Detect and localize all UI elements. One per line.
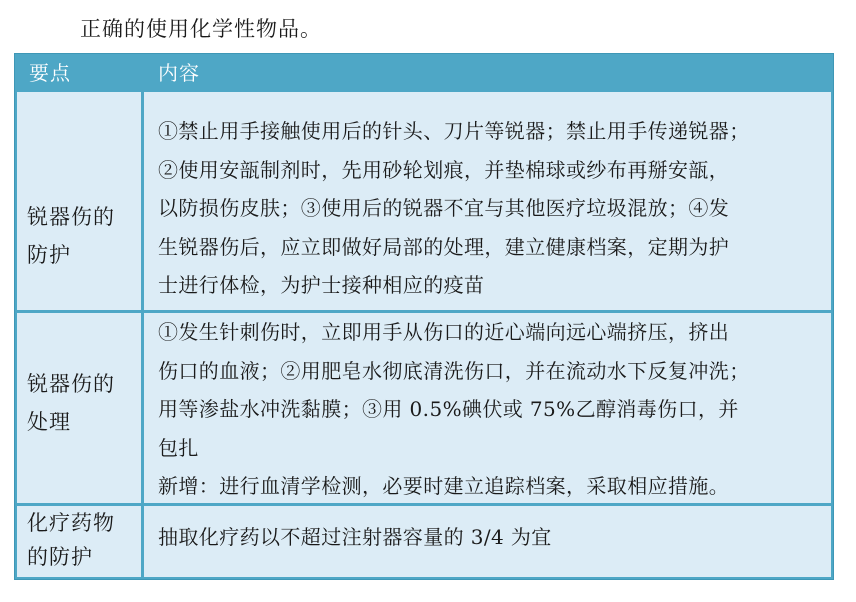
row-1-content-line-4: 生锐器伤后，应立即做好局部的处理，建立健康档案，定期为护 (158, 234, 730, 259)
row-2-label-cell (17, 313, 141, 503)
row-3-label-line-2: 的防护 (27, 545, 93, 569)
row-2-content-line-2: 伤口的血液；②用肥皂水彻底清洗伤口，并在流动水下反复冲洗； (158, 358, 750, 383)
row-2-content-line-4: 包扎 (158, 435, 199, 460)
row-3-label-line-1: 化疗药物 (27, 511, 115, 535)
row-1-label-line-1: 锐器伤的 (27, 205, 115, 229)
row-1-label-line-2: 防护 (27, 243, 71, 267)
row-2-content-cell (144, 313, 831, 503)
row-3-content-line-1: 抽取化疗药以不超过注射器容量的 3/4 为宜 (158, 525, 552, 549)
row-2-label-line-2: 处理 (27, 410, 71, 434)
intro-text: 正确的使用化学性物品。 (80, 17, 322, 41)
row-3-label-cell (17, 506, 141, 577)
row-1-content-line-1: ①禁止用手接触使用后的针头、刀片等锐器；禁止用手传递锐器； (158, 119, 750, 143)
row-2-label-line-1: 锐器伤的 (27, 372, 115, 396)
row-2-content-line-3: 用等渗盐水冲洗黏膜；③用 0.5%碘伏或 75%乙醇消毒伤口，并 (158, 397, 739, 421)
row-1-content-line-2: ②使用安瓿制剂时，先用砂轮划痕，并垫棉球或纱布再掰安瓿， (158, 157, 730, 182)
row-1-content-line-5: 士进行体检，为护士接种相应的疫苗 (158, 273, 485, 297)
row-3-content-cell (144, 506, 831, 577)
row-1-label-cell (17, 92, 141, 310)
key-points-table (14, 53, 834, 580)
row-2-content-line-1: ①发生针刺伤时，立即用手从伤口的近心端向远心端挤压，挤出 (158, 320, 730, 344)
header-content: 内容 (158, 61, 200, 85)
row-1-content-line-3: 以防损伤皮肤；③使用后的锐器不宜与其他医疗垃圾混放；④发 (158, 196, 730, 220)
row-2-content-line-5: 新增：进行血清学检测，必要时建立追踪档案，采取相应措施。 (158, 474, 730, 498)
table-header-row (15, 54, 833, 92)
row-1-content-cell (144, 92, 831, 310)
header-key-points: 要点 (29, 61, 71, 85)
